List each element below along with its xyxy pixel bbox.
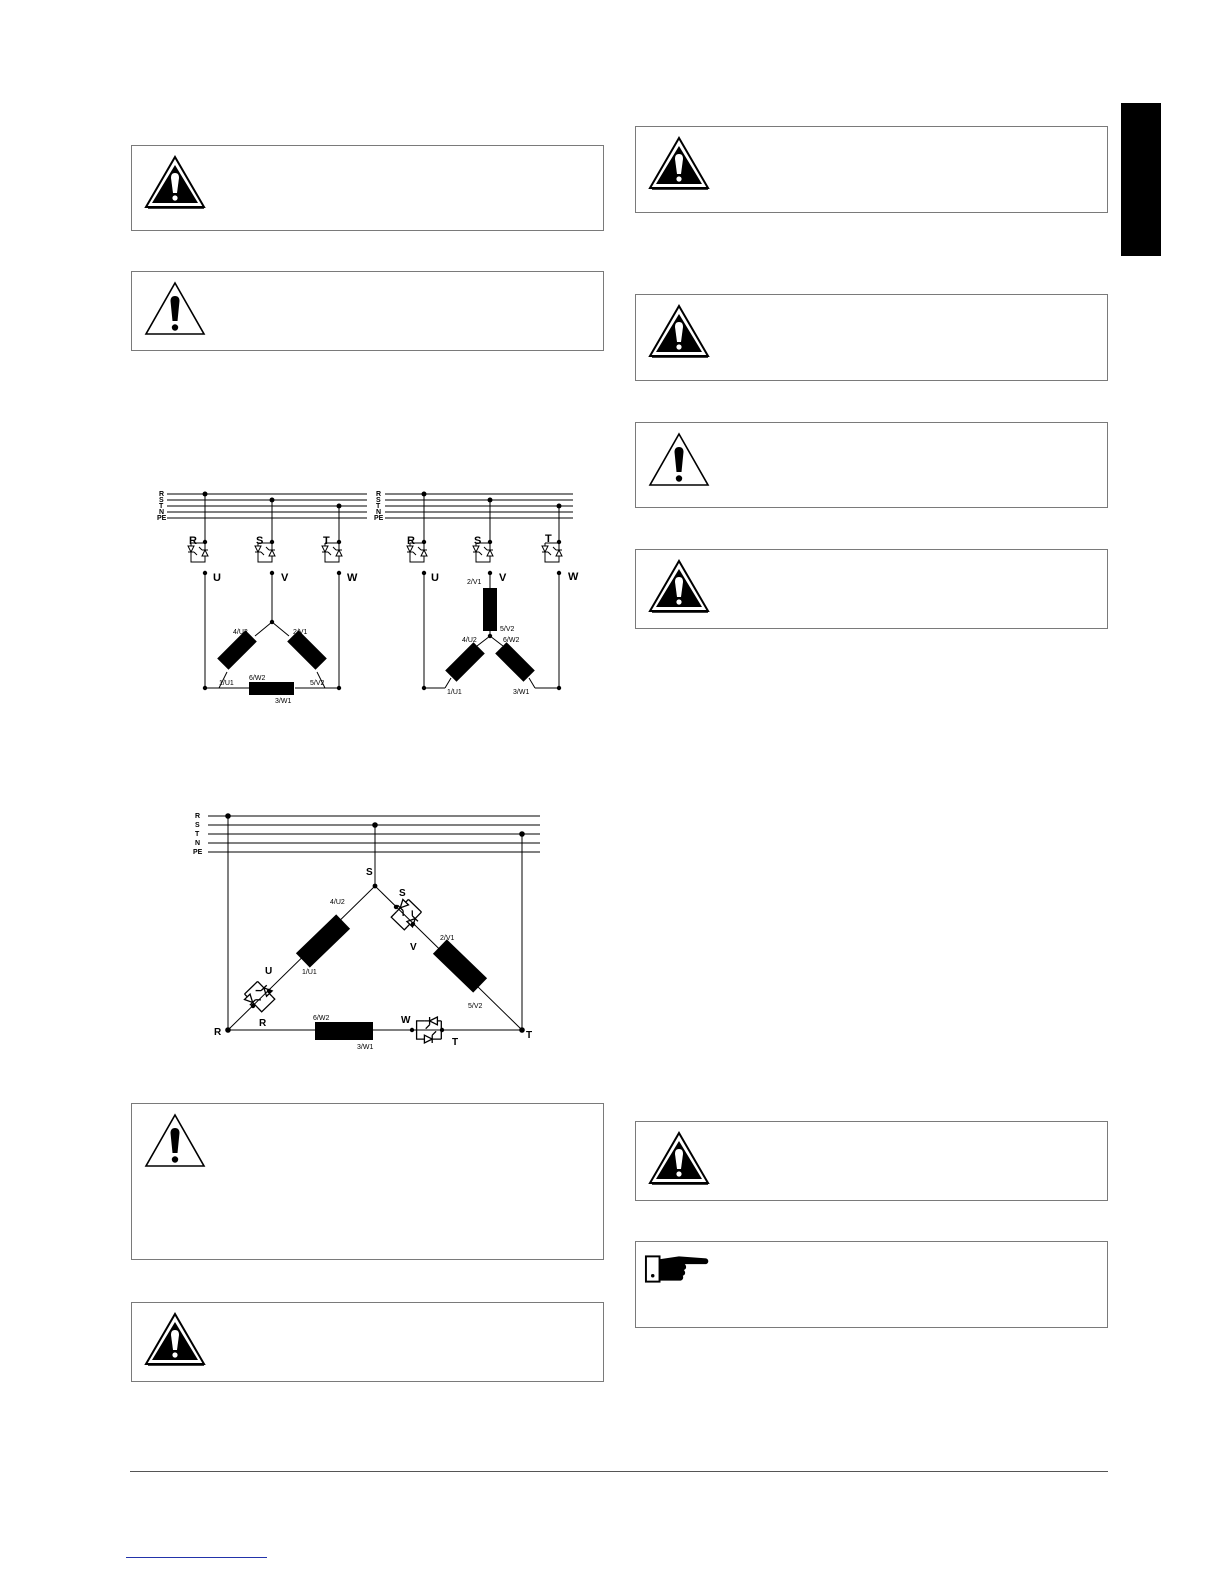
danger-icon bbox=[648, 135, 710, 191]
switch-label: U bbox=[265, 966, 273, 977]
danger-icon bbox=[648, 303, 710, 359]
output-label: V bbox=[499, 572, 507, 584]
footer-link[interactable] bbox=[126, 1557, 267, 1558]
winding-label: 3/W1 bbox=[275, 698, 292, 705]
switch-label: W bbox=[401, 1015, 411, 1026]
output-label: W bbox=[347, 572, 358, 584]
attention-notice bbox=[131, 271, 604, 351]
node-label: S bbox=[366, 867, 373, 878]
winding-label: 2/V1 bbox=[293, 629, 308, 636]
danger-notice bbox=[635, 126, 1108, 213]
winding-label: 5/V2 bbox=[468, 1003, 483, 1010]
attention-notice bbox=[635, 422, 1108, 508]
bus-label: PE bbox=[193, 849, 203, 856]
bus-label: N bbox=[159, 509, 165, 516]
pointing-hand-icon bbox=[644, 1252, 710, 1286]
inline-star-diagram bbox=[373, 488, 583, 710]
danger-icon bbox=[648, 1130, 710, 1186]
bus-label: T bbox=[159, 503, 164, 510]
winding-label: 6/W2 bbox=[313, 1015, 330, 1022]
bus-label: R bbox=[376, 491, 382, 498]
winding-label: 2/V1 bbox=[440, 935, 455, 942]
bus-label: N bbox=[195, 840, 201, 847]
bus-label: PE bbox=[157, 515, 167, 522]
danger-notice bbox=[131, 145, 604, 231]
danger-notice bbox=[131, 1302, 604, 1382]
phase-label: S bbox=[474, 535, 482, 547]
output-label: U bbox=[213, 572, 221, 584]
danger-notice bbox=[635, 1121, 1108, 1201]
winding-label: 1/U1 bbox=[219, 680, 234, 687]
switch-label: R bbox=[259, 1018, 267, 1029]
winding-label: 3/W1 bbox=[513, 689, 530, 696]
winding-label: 4/U2 bbox=[330, 899, 345, 906]
node-label: T bbox=[526, 1030, 533, 1041]
bus-label: PE bbox=[374, 515, 384, 522]
winding-label: 6/W2 bbox=[249, 675, 266, 682]
attention-icon bbox=[144, 1112, 206, 1168]
switch-label: V bbox=[410, 942, 417, 953]
bus-label: N bbox=[376, 509, 382, 516]
danger-icon bbox=[144, 1311, 206, 1367]
danger-icon bbox=[144, 154, 206, 210]
phase-label: S bbox=[256, 535, 264, 547]
note-notice bbox=[635, 1241, 1108, 1328]
attention-notice bbox=[131, 1103, 604, 1260]
output-label: V bbox=[281, 572, 289, 584]
winding-label: 3/W1 bbox=[357, 1044, 374, 1051]
winding-label: 4/U2 bbox=[462, 637, 477, 644]
phase-label: T bbox=[545, 533, 552, 545]
bus-label: S bbox=[195, 822, 200, 829]
winding-label: 1/U1 bbox=[302, 969, 317, 976]
bus-label: S bbox=[159, 497, 164, 504]
output-label: W bbox=[568, 571, 579, 583]
phase-label: T bbox=[323, 535, 330, 547]
bus-label: S bbox=[376, 497, 381, 504]
winding-label: 5/V2 bbox=[500, 626, 515, 633]
switch-label: T bbox=[452, 1037, 459, 1048]
attention-icon bbox=[144, 280, 206, 336]
bus-label: T bbox=[195, 831, 200, 838]
danger-icon bbox=[648, 558, 710, 614]
phase-label: R bbox=[407, 535, 415, 547]
switch-label: S bbox=[399, 888, 406, 899]
winding-label: 6/W2 bbox=[503, 637, 520, 644]
node-label: R bbox=[214, 1027, 222, 1038]
winding-label: 1/U1 bbox=[447, 689, 462, 696]
chapter-tab bbox=[1121, 103, 1161, 256]
attention-icon bbox=[648, 431, 710, 487]
winding-label: 4/U2 bbox=[233, 629, 248, 636]
winding-label: 5/V2 bbox=[310, 680, 325, 687]
bus-label: R bbox=[195, 813, 201, 820]
inline-delta-diagram bbox=[155, 488, 370, 710]
winding-label: 2/V1 bbox=[467, 579, 482, 586]
danger-notice bbox=[635, 294, 1108, 381]
footer-rule bbox=[130, 1471, 1108, 1472]
inside-delta-diagram bbox=[190, 808, 545, 1058]
output-label: U bbox=[431, 572, 439, 584]
bus-label: R bbox=[159, 491, 165, 498]
bus-label: T bbox=[376, 503, 381, 510]
phase-label: R bbox=[189, 535, 197, 547]
danger-notice bbox=[635, 549, 1108, 629]
